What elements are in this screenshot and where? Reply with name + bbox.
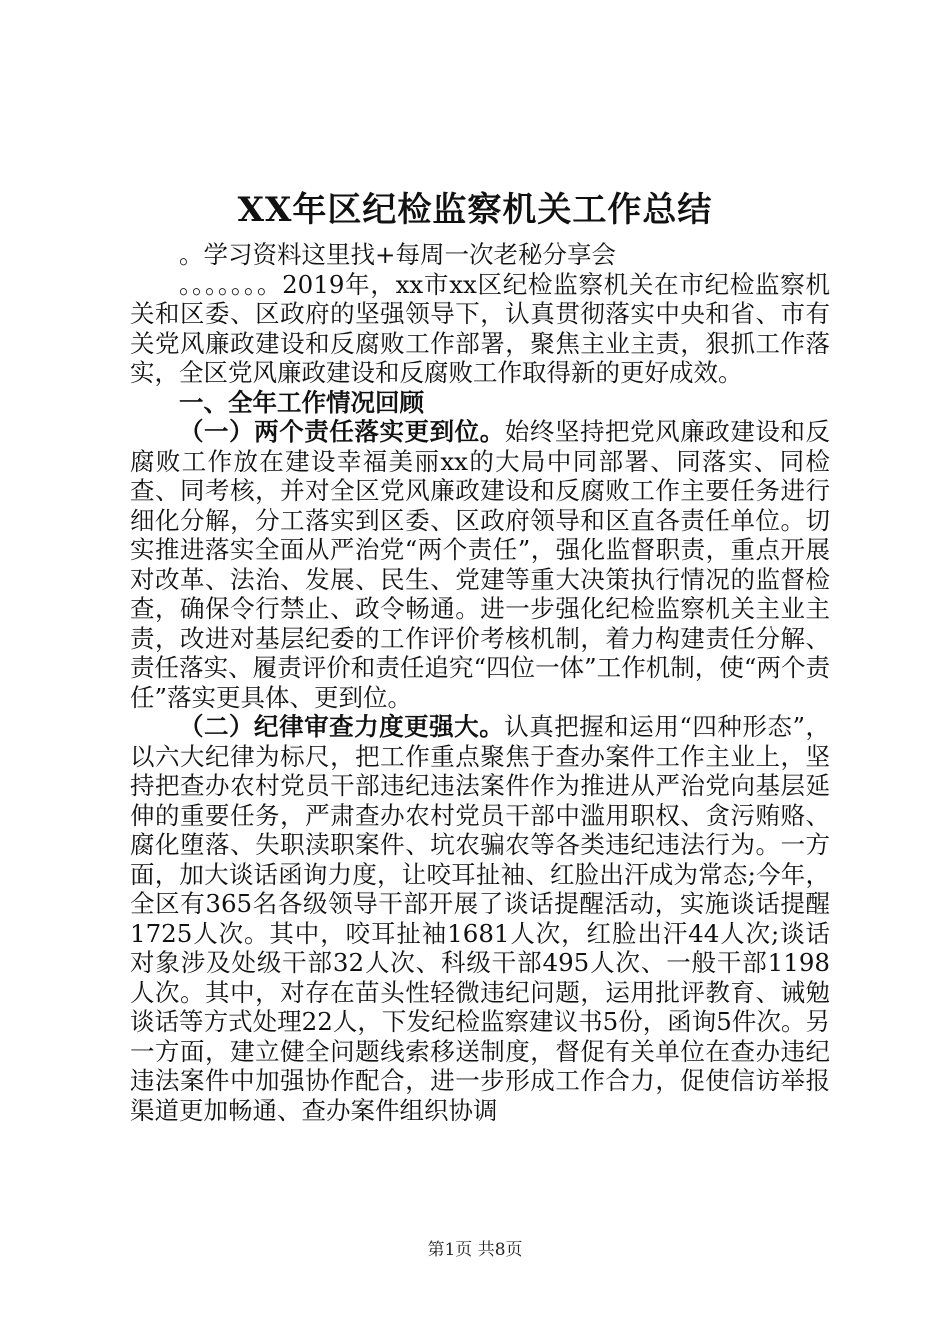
document-body: [130, 240, 830, 1125]
subsection-text-2: 认真把握和运用“四种形态”，以六大纪律为标尺，把工作重点聚焦于查办案件工作主业上，坚持把查办农村党员干部违纪违法案件作为推进从严治党向基层延伸的重要任务，严肃查办农村党员干部中滥用职权、贪污贿赂、腐化堕落、失职渎职案件、坑农骗农等各类违纪违法行为。一方面，加大谈话函询力度，让咬耳扯袖、红脸出汗成为常态;今年，全区有365名各级领导干部开展了谈话提醒活动，实施谈话提醒1725人次。其中，咬耳扯袖1681人次，红脸出汗44人次;谈话对象涉及处级干部32人次、科级干部495人次、一般干部1198人次。其中，对存在苗头性轻微违纪问题，运用批评教育、诫勉谈话等方式处理22人，下发纪检监察建议书5份，函询5件次。另一方面，建立健全问题线索移送制度，督促有关单位在查办违纪违法案件中加强协作配合，进一步形成工作合力，促使信访举报渠道更加畅通、查办案件组织协调: [130, 712, 830, 1125]
paragraph-section-1: [130, 417, 830, 712]
subsection-heading-2: （二）纪律审查力度更强大。: [179, 712, 505, 741]
paragraph-intro: 。。。。。。。2019年，xx市xx区纪检监察机关在市纪检监察机关和区委、区政府的坚强领导下，认真贯彻落实中央和省、市有关党风廉政建设和反腐败工作部署，聚焦主业主责，狠抓工作落实，全区党风廉政建设和反腐败工作取得新的更好成效。: [130, 269, 830, 387]
page-footer: 第1页 共8页: [427, 1240, 523, 1260]
paragraph-section-2: [130, 712, 830, 1125]
intro-line: 。学习资料这里找+每周一次老秘分享会: [179, 240, 617, 269]
subsection-heading-1: （一）两个责任落实更到位。: [179, 417, 505, 446]
section-heading: 一、全年工作情况回顾: [179, 387, 424, 417]
subsection-text-1: 始终坚持把党风廉政建设和反腐败工作放在建设幸福美丽xx的大局中同部署、同落实、同检查、同考核，并对全区党风廉政建设和反腐败工作主要任务进行细化分解，分工落实到区委、区政府领导和区直各责任单位。切实推进落实全面从严治党“两个责任”，强化监督职责，重点开展对改革、法治、发展、民生、党建等重大决策执行情况的监督检查，确保令行禁止、政令畅通。进一步强化纪检监察机关主业主责，改进对基层纪委的工作评价考核机制，着力构建责任分解、责任落实、履责评价和责任追究“四位一体”工作机制，使“两个责任”落实更具体、更到位。: [130, 417, 830, 712]
document-title: XX年区纪检监察机关工作总结: [237, 190, 713, 230]
